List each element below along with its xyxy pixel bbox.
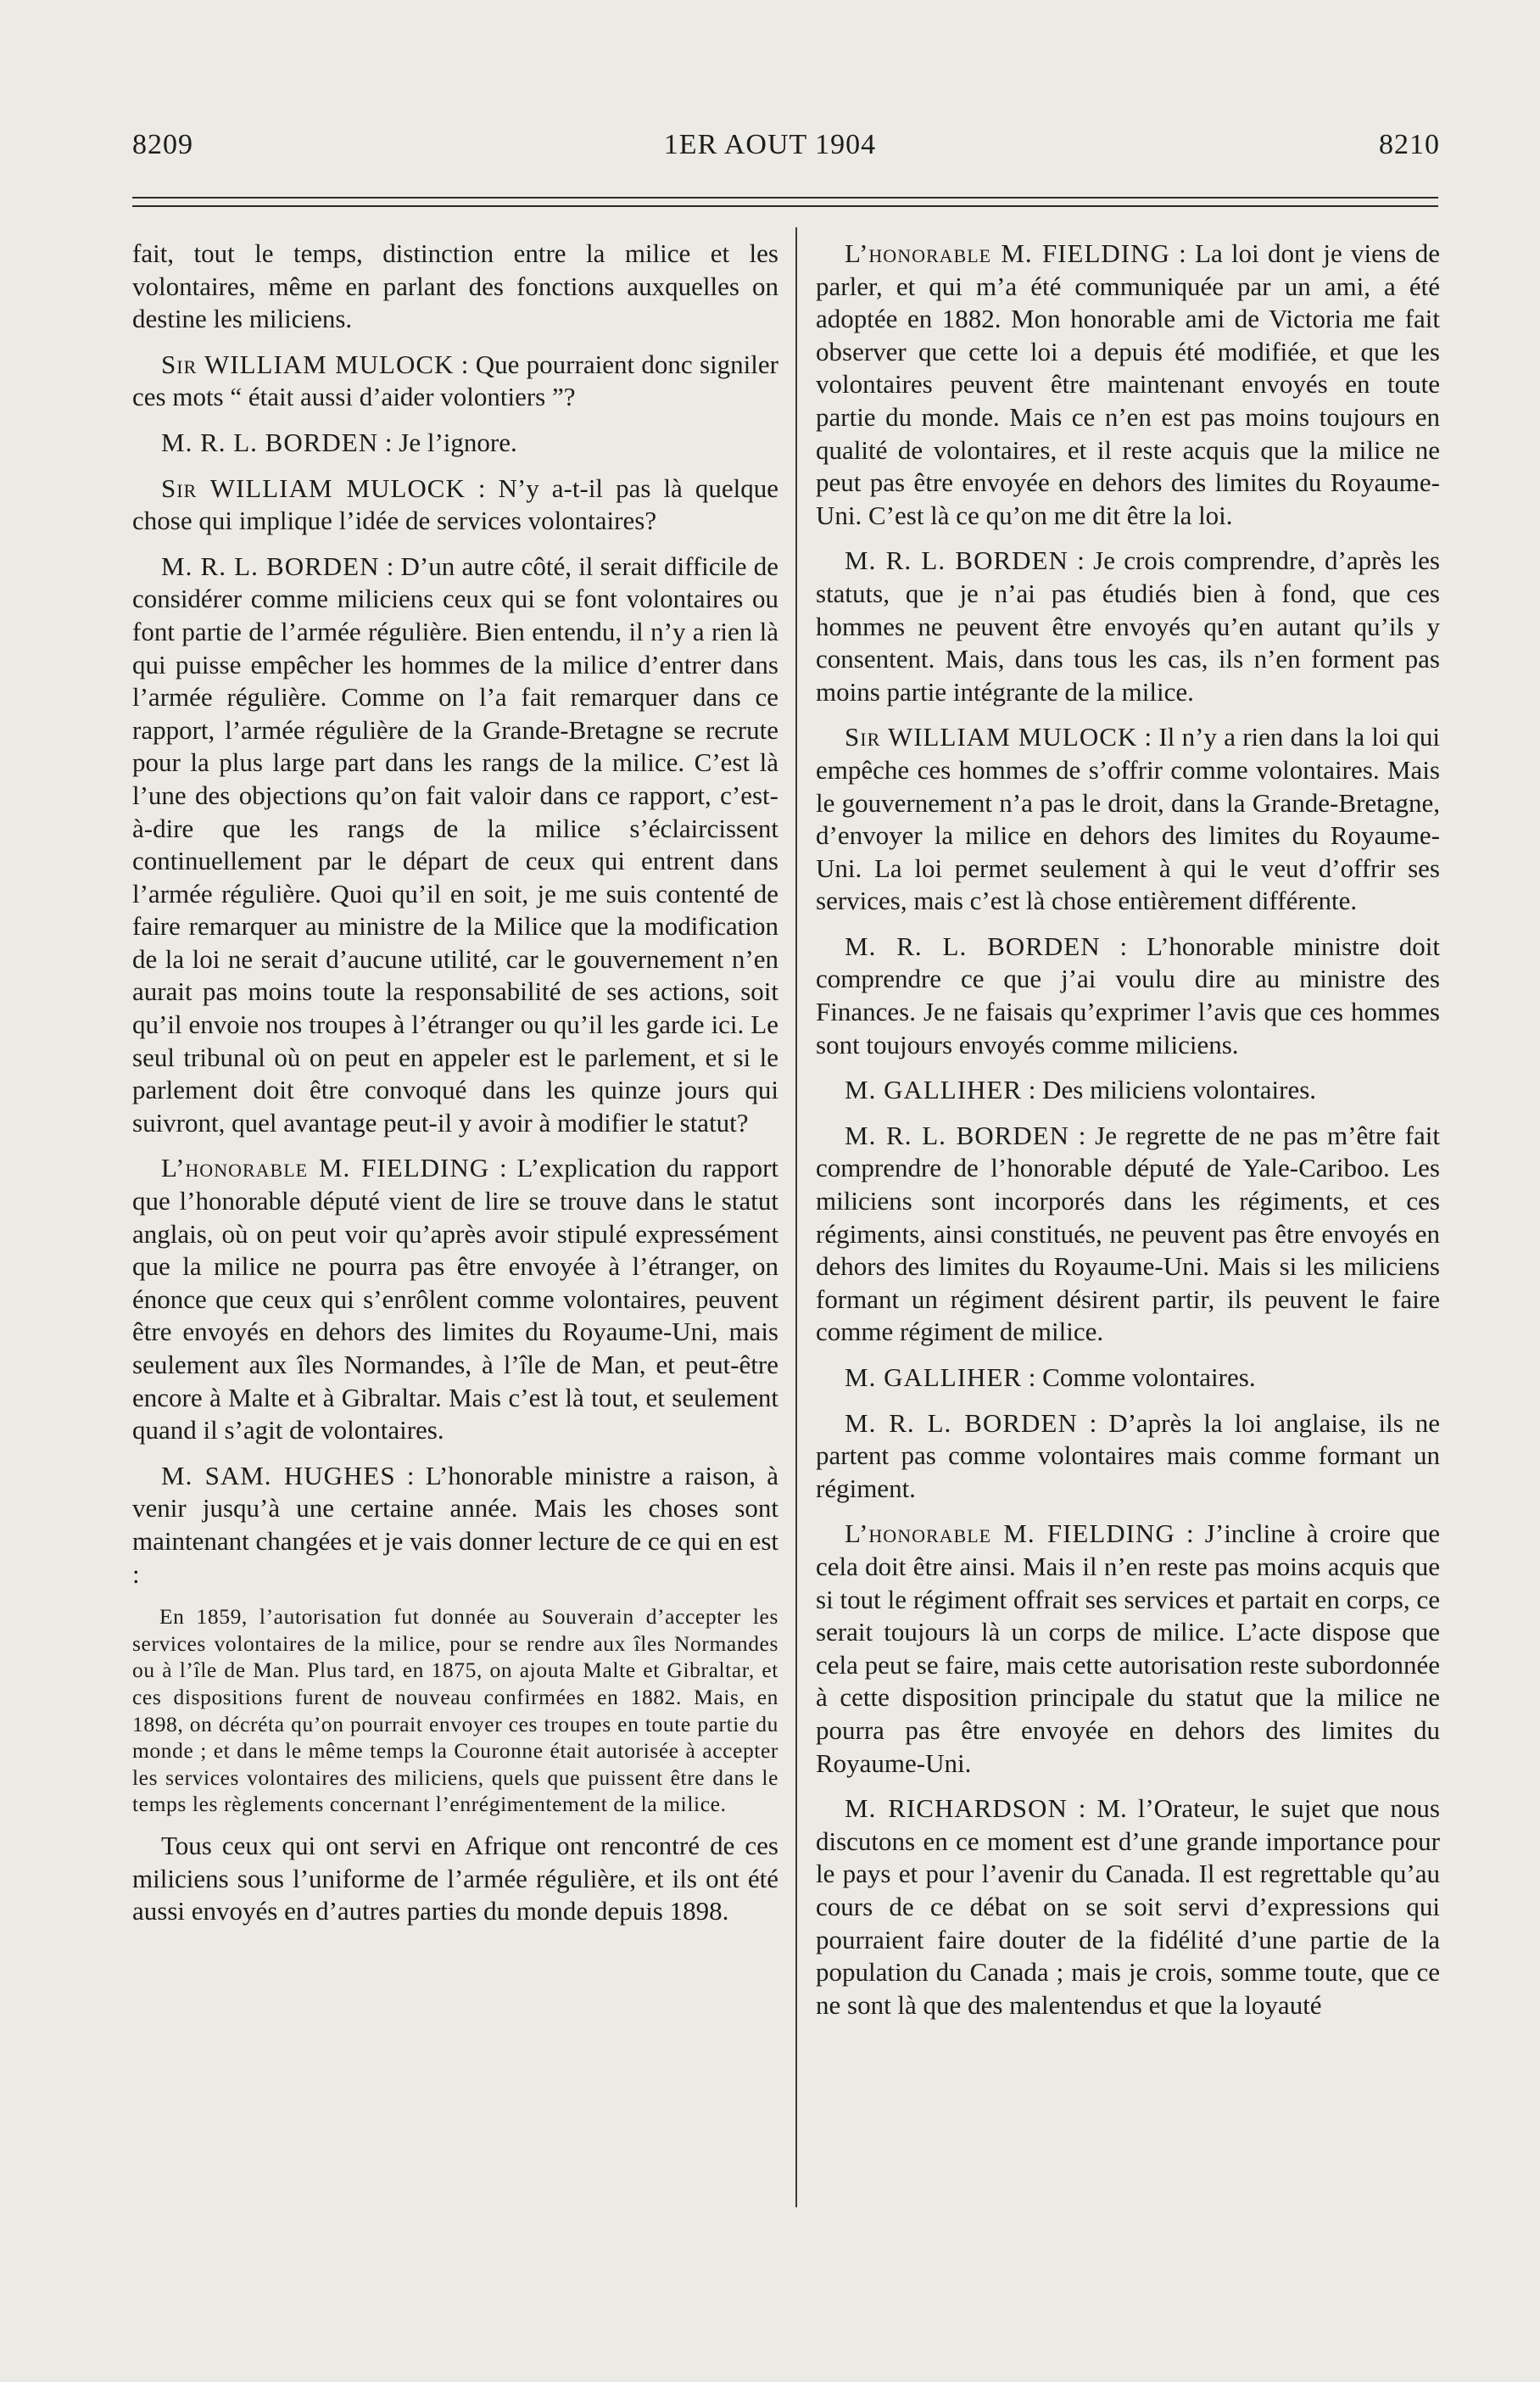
right-column bbox=[816, 238, 1440, 2034]
page-number-left: 8209 bbox=[132, 129, 193, 160]
speaker: M. GALLIHER bbox=[845, 1075, 1023, 1105]
speaker: M. R. L. BORDEN bbox=[161, 427, 379, 457]
speaker: M. GALLIHER bbox=[845, 1362, 1023, 1392]
page-number-right: 8210 bbox=[1379, 129, 1440, 160]
paragraph: M. GALLIHER : Comme volontaires. bbox=[845, 1362, 1256, 1392]
paragraph: M. RICHARDSON : M. l’Orateur, le sujet que nous discutons en ce moment est d’une grande importance pour le pays et pour l’avenir du Canada. Il est regrettable qu’au cours de ce débat on se soit servi d’expressions qui pourraient faire douter de la fidélité d’une partie de la population du Canada ; mais je crois, somme toute, que ce ne sont là que des malentendus et que la loyauté bbox=[816, 1793, 1440, 2020]
speaker: M. R. L. BORDEN bbox=[845, 545, 1069, 576]
paragraph: L’honorable M. FIELDING : La loi dont je viens de parler, et qui m’a été communiquée par un ami, a été adoptée en 1882. Mon honorable ami de Victoria me fait observer que cette loi a depuis été modifiée, et que les volontaires peuvent être maintenant envoyés en toute partie du monde. Mais ce n’en est pas moins toujours en qualité de volontaires, et il reste acquis que la milice ne peut pas être envoyée en dehors des limites du Royaume-Uni. C’est là ce qu’on me dit être la loi. bbox=[816, 238, 1441, 530]
paragraph: M. R. L. BORDEN : D’après la loi anglaise, ils ne partent pas comme volontaires mais comme formant un régiment. bbox=[816, 1407, 1440, 1503]
speaker: M. R. L. BORDEN bbox=[845, 1407, 1078, 1438]
left-column bbox=[132, 238, 778, 1941]
speaker: L’honorable M. FIELDING bbox=[845, 238, 1170, 268]
speaker: M. R. L. BORDEN bbox=[845, 1120, 1070, 1150]
speaker: Sir WILLIAM MULOCK bbox=[845, 722, 1138, 752]
speaker: Sir WILLIAM MULOCK bbox=[161, 349, 455, 379]
paragraph: Tous ceux qui ont servi en Afrique ont rencontré de ces miliciens sous l’uniforme de l’armée régulière, et ils ont été aussi envoyés en d’autres parties du monde depuis 1898. bbox=[132, 1830, 778, 1926]
paragraph: L’honorable M. FIELDING : L’explication du rapport que l’honorable député vient de lire se trouve dans le statut anglais, où on peut voir qu’après avoir stipulé expressément que la milice ne pourra pas être envoyée à l’étranger, on énonce que ceux qui s’enrôlent comme volontaires, peuvent être envoyés en dehors des limites du Royaume-Uni, mais seulement aux îles Normandes, à l’île de Man, et peut-être encore à Malte et à Gibraltar. Mais c’est là tout, et seulement quand il s’agit de volontaires. bbox=[132, 1153, 779, 1445]
speaker: M. RICHARDSON bbox=[845, 1793, 1068, 1824]
speaker: M. R. L. BORDEN bbox=[845, 931, 1101, 961]
paragraph: M. GALLIHER : Des miliciens volontaires. bbox=[845, 1075, 1317, 1105]
speaker: Sir WILLIAM MULOCK bbox=[161, 472, 466, 503]
paragraph: M. R. L. BORDEN : Je crois comprendre, d’après les statuts, que je n’ai pas étudiés bien à fond, que ces hommes ne peuvent être envoyés qu’en autant qu’ils y consentent. Mais, dans tous les cas, ils n’en forment pas moins partie intégrante de la milice. bbox=[816, 545, 1440, 707]
paragraph: fait, tout le temps, distinction entre la milice et les volontaires, même en parlant des fonctions auxquelles on destine les miliciens. bbox=[132, 238, 778, 334]
speaker: M. R. L. BORDEN bbox=[161, 551, 380, 581]
page-date: 1ER AOUT 1904 bbox=[663, 129, 877, 160]
speaker: L’honorable M. FIELDING bbox=[161, 1153, 490, 1183]
paragraph: M. SAM. HUGHES : L’honorable ministre a raison, à venir jusqu’à une certaine année. Mais les choses sont maintenant changées et je vais donner lecture de ce qui en est : bbox=[132, 1460, 779, 1589]
paragraph: Sir WILLIAM MULOCK : N’y a-t-il pas là quelque chose qui implique l’idée de services volontaires? bbox=[132, 472, 778, 536]
paragraph: Sir WILLIAM MULOCK : Que pourraient donc signiler ces mots “ était aussi d’aider volontiers ”? bbox=[132, 349, 778, 412]
paragraph: Sir WILLIAM MULOCK : Il n’y a rien dans la loi qui empêche ces hommes de s’offrir comme volontaires. Mais le gouvernement n’a pas le droit, dans la Grande-Bretagne, d’envoyer la milice en dehors des limites du Royaume-Uni. La loi permet seulement à qui le veut d’offrir ses services, mais c’est là chose entièrement différente. bbox=[816, 722, 1440, 916]
header-rule-top bbox=[132, 197, 1438, 198]
quoted-text: En 1859, l’autorisation fut donnée au Souverain d’accepter les services volontaires de la milice, pour se rendre aux îles Normandes ou à l’île de Man. Plus tard, en 1875, on ajouta Malte et Gibraltar, et ces dispositions furent de nouveau confirmées en 1882. Mais, en 1898, on décréta qu’on pourrait envoyer ces troupes en toute partie du monde ; et dans le même temps la Couronne était autorisée à accepter les services volontaires des miliciens, quels que puissent être dans le temps les règlements concernant l’enrégimentement de la milice. bbox=[132, 1604, 778, 1817]
speaker: L’honorable M. FIELDING bbox=[845, 1518, 1175, 1549]
header-rule-bottom bbox=[132, 205, 1438, 207]
speaker: M. SAM. HUGHES bbox=[161, 1460, 396, 1490]
paragraph: M. R. L. BORDEN : L’honorable ministre doit comprendre ce que j’ai voulu dire au ministre des Finances. Je ne faisais qu’exprimer l’avis que ces hommes sont toujours envoyés comme miliciens. bbox=[816, 931, 1440, 1060]
paragraph: M. R. L. BORDEN : Je regrette de ne pas m’être fait comprendre de l’honorable député de Yale-Cariboo. Les miliciens sont incorporés dans les régiments, et ces régiments, ainsi constitués, ne peuvent pas être envoyés en dehors des limites du Royaume-Uni. Mais si les miliciens formant un régiment désirent partir, ils peuvent le faire comme régiment de milice. bbox=[816, 1120, 1440, 1347]
column-divider bbox=[795, 227, 797, 2207]
paragraph: M. R. L. BORDEN : D’un autre côté, il serait difficile de considérer comme miliciens ceux qui se font volontaires ou font partie de l’armée régulière. Bien entendu, il n’y a rien là qui puisse empêcher les hommes de la milice d’entrer dans l’armée régulière. Comme on l’a fait remarquer dans ce rapport, l’armée régulière de la Grande-Bretagne se recrute pour la plus large part dans les rangs de la milice. C’est là l’une des objections qu’on fait valoir dans ce rapport, c’est-à-dire que les rangs de la milice s’éclaircissent continuellement par le départ de ceux qui entrent dans l’armée régulière. Quoi qu’il en soit, je me suis contenté de faire remarquer au ministre de la Milice que la modification de la loi ne serait d’aucune utilité, car le gouvernement n’en aurait pas moins toute la responsabilité de ses actions, soit qu’il envoie nos troupes à l’étranger ou qu’il les garde ici. Le seul tribunal où on peut en appeler est le parlement, et si le parlement doit être convoqué dans les quinze jours qui suivront, quel avantage peut-il y avoir à modifier le statut? bbox=[132, 551, 778, 1138]
paragraph: M. R. L. BORDEN : Je l’ignore. bbox=[161, 427, 517, 457]
paragraph: L’honorable M. FIELDING : J’incline à croire que cela doit être ainsi. Mais il n’en reste pas moins acquis que si tout le régiment offrait ses services et partait en corps, ce serait toujours là un corps de milice. L’acte dispose que cela peut se faire, mais cette autorisation reste subordonnée à cette disposition principale du statut que la milice ne pourra pas être envoyée en dehors des limites du Royaume-Uni. bbox=[816, 1518, 1440, 1778]
